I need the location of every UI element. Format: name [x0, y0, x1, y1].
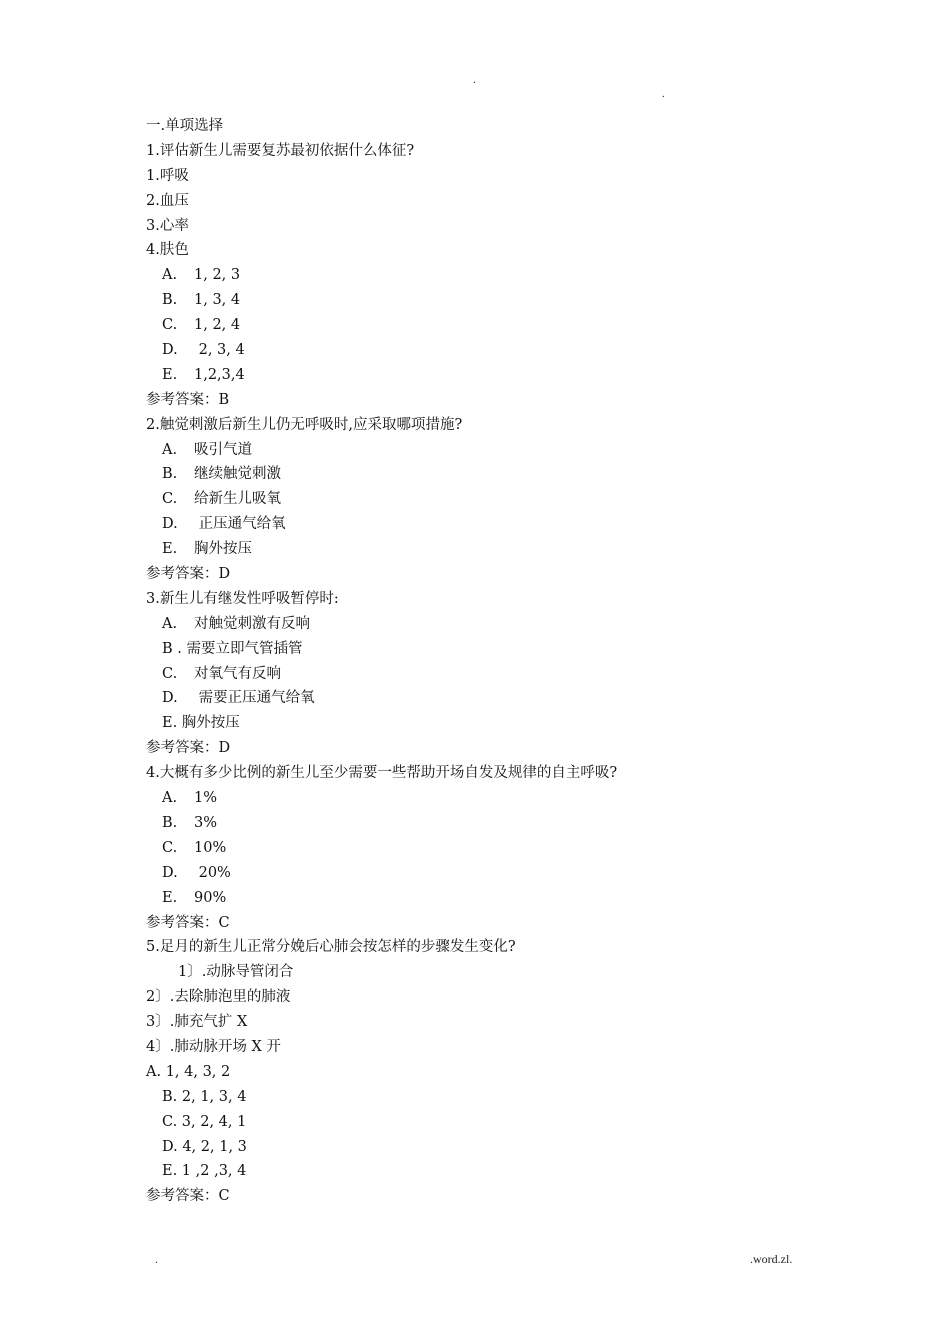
option-letter: D.: [162, 690, 178, 707]
option-letter: C.: [162, 839, 178, 856]
question-5-answer: 参考答案：C: [146, 1188, 230, 1205]
question-3-option-a: [146, 612, 846, 637]
question-2-answer: 参考答案：D: [146, 566, 231, 583]
option-text: 1, 3, 4: [194, 292, 241, 309]
section-title: 一.单项选择: [146, 118, 224, 134]
question-1-option-e: [146, 363, 846, 388]
question-5-item: 2〕.去除肺泡里的肺液: [146, 989, 291, 1006]
footer-dot: .: [155, 1252, 158, 1266]
question-1-option-d: [146, 338, 846, 363]
question-5-item: 4〕.肺动脉开场 X 开: [146, 1038, 281, 1055]
question-5-item: 3〕.肺充气扩 X: [146, 1014, 248, 1031]
header-dot-left: .: [473, 74, 476, 86]
question-3-answer: 参考答案：D: [146, 740, 231, 757]
question-3-option-e: E. 胸外按压: [162, 715, 240, 732]
option-text: 1, 2, 3: [194, 267, 241, 284]
question-2-option-e: [146, 537, 846, 562]
option-text: 1, 2, 4: [194, 317, 241, 334]
option-letter: C.: [162, 317, 178, 334]
option-text: 90%: [194, 889, 227, 906]
option-letter: A.: [162, 615, 178, 632]
option-text: 对氧气有反响: [194, 665, 281, 682]
option-text: 需要正压通气给氧: [194, 690, 315, 707]
option-letter: E.: [162, 366, 178, 383]
question-2-option-a: [146, 438, 846, 463]
option-letter: A.: [162, 267, 178, 284]
question-1-stem: 1.评估新生儿需要复苏最初依据什么体征?: [146, 142, 415, 159]
question-5-option-a: A. 1, 4, 3, 2: [146, 1063, 231, 1080]
option-letter: D.: [162, 342, 178, 359]
option-letter: A.: [162, 790, 178, 807]
question-5-item: 1〕.动脉导管闭合: [178, 964, 294, 981]
question-3-option-b: B . 需要立即气管插管: [162, 640, 303, 657]
option-text: 1,2,3,4: [194, 366, 245, 383]
option-letter: A.: [162, 441, 178, 458]
question-3-stem: 3.新生儿有继发性呼吸暂停时:: [146, 590, 339, 607]
option-text: 继续触觉刺激: [194, 466, 281, 483]
option-letter: D.: [162, 864, 178, 881]
question-5-option-b: B. 2, 1, 3, 4: [162, 1088, 247, 1105]
question-4-option-c: [146, 836, 846, 861]
question-5-option-c: C. 3, 2, 4, 1: [162, 1113, 247, 1130]
option-text: 胸外按压: [194, 541, 252, 558]
option-text: 1%: [194, 790, 218, 807]
option-letter: B.: [162, 292, 178, 309]
question-1-item: 4.肤色: [146, 242, 189, 259]
footer-source: .word.zl.: [750, 1252, 793, 1266]
question-1-item: 1.呼吸: [146, 167, 189, 184]
option-letter: E.: [162, 889, 178, 906]
option-text: 对触觉刺激有反响: [194, 615, 310, 632]
option-letter: C.: [162, 665, 178, 682]
question-1-item: 3.心率: [146, 217, 189, 234]
question-5-option-e: E. 1 ,2 ,3, 4: [162, 1163, 247, 1180]
option-text: 给新生儿吸氧: [194, 491, 281, 508]
question-2-stem: 2.触觉刺激后新生儿仍无呼吸时,应采取哪项措施?: [146, 416, 463, 433]
option-letter: C.: [162, 491, 178, 508]
option-text: 正压通气给氧: [194, 516, 286, 533]
question-5-option-d: D. 4, 2, 1, 3: [162, 1138, 247, 1155]
option-letter: B.: [162, 814, 178, 831]
question-4-answer: 参考答案：C: [146, 914, 230, 931]
document-body: [146, 114, 846, 1209]
question-3-option-d: [146, 686, 846, 711]
option-letter: D.: [162, 516, 178, 533]
question-2-option-c: [146, 487, 846, 512]
question-4-option-b: [146, 811, 846, 836]
option-text: 吸引气道: [194, 441, 252, 458]
question-1-item: 2.血压: [146, 192, 189, 209]
question-4-option-e: [146, 886, 846, 911]
question-1-option-c: [146, 313, 846, 338]
question-4-option-d: [146, 861, 846, 886]
question-5-stem: 5.足月的新生儿正常分娩后心肺会按怎样的步骤发生变化?: [146, 939, 516, 956]
question-1-answer: 参考答案：B: [146, 391, 230, 408]
header-dot-right: .: [662, 88, 665, 100]
option-text: 3%: [194, 814, 218, 831]
question-3-option-c: [146, 662, 846, 687]
question-2-option-b: [146, 462, 846, 487]
question-4-option-a: [146, 786, 846, 811]
option-letter: B.: [162, 466, 178, 483]
option-text: 2, 3, 4: [194, 342, 245, 359]
question-2-option-d: [146, 512, 846, 537]
question-1-option-b: [146, 288, 846, 313]
option-text: 10%: [194, 839, 227, 856]
option-text: 20%: [194, 864, 231, 881]
option-letter: E.: [162, 541, 178, 558]
question-1-option-a: [146, 263, 846, 288]
question-4-stem: 4.大概有多少比例的新生儿至少需要一些帮助开场自发及规律的自主呼吸?: [146, 765, 618, 782]
